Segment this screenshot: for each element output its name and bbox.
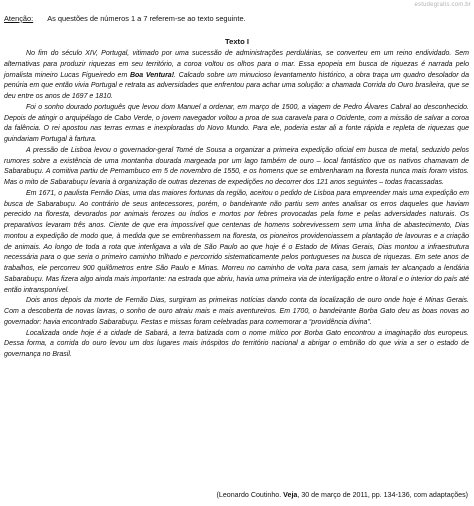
watermark: estudegratis.com.br xyxy=(414,2,471,8)
attention-text: As questões de números 1 a 7 referem-se ao texto seguinte. xyxy=(47,14,246,23)
paragraph-5: Dois anos depois da morte de Fernão Dias, surgiram as primeiras notícias dando conta da localização de ouro onde hoje é Minas Gerais. Com a descoberta de novas lavras, o sonho de ouro atraiu mais e mais aventureiros. Em 1700, o bandeirante Borba Gato deu as boas novas ao governador: havia encontrado Sabarabuçu. Festas e missas foram celebradas para comemorar a “providência divina”. xyxy=(4,297,469,326)
attention-label: Atenção: xyxy=(4,14,34,23)
source-citation: (Leonardo Coutinho. Veja, 30 de março de 2011, pp. 134-136, com adaptações) xyxy=(216,491,468,499)
paragraph-2: Foi o sonho dourado português que levou dom Manuel a ordenar, em março de 1500, a viagem de Pedro Álvares Cabral ao desconhecido. Depois de atingir o arquipélago de Cabo Verde, o jovem navegador voltou a proa de sua caravela para o Ocidente, com a missão de salvar a coroa da falência. O rei apostou nas terras ermas e inexploradas do Novo Mundo. Para ele, poderia estar ali a fonte rápida e repleta de riquezas que guindariam Portugal à fartura. xyxy=(4,103,469,143)
paragraph-6: Localizada onde hoje é a cidade de Sabará, a terra batizada com o nome mítico por Borba Gato encontrou a imaginação dos europeus. Dessa forma, a corrida do ouro levou um dos lugares mais inóspitos do território nacional a abrigar o embrião do que viria a ser o estado de governança no Brasil. xyxy=(4,329,469,358)
text-title: Texto I xyxy=(225,37,249,46)
paragraph-4: Em 1671, o paulista Fernão Dias, uma das maiores fortunas da região, aceitou o pedido de Lisboa para empreender mais uma expedição em busca de Sabarabuçu. Ao contrário de seus antecessores, porém, o bandeirante não partiu sem antes analisar os erros daqueles que haviam perecido na floresta, devorados por animais ferozes ou índios e mortos por febres provocadas pela fome e pelas adversidades naturais. Os preparativos levaram três anos. Ciente de que era impossível que centenas de homens sobrevivessem sem uma linha de abastecimento, Dias montou a expedição de modo que, à medida que se embrenhassem na floresta, os pioneiros providenciassem a plantação de lavouras e a criação de animais. Ao longo de toda a rota que interligava a vila de São Paulo ao que hoje é o Estado de Minas Gerais, Dias montou a infraestrutura necessária para o que seria o primeiro caminho trilhado e percorrido sistematicamente pelos portugueses na busca de riquezas. Em sete anos de trabalhos, ele percorreu 900 quilômetros entre São Paulo e Minas. Morreu no caminho de volta para casa, sem jamais ter alcançado a lendária Sabarabuçu. Mas fizera algo ainda mais importante: na estrada que abriu, havia uma primeira via de interligação entre o litoral e o interior do país até então intransponível. xyxy=(4,189,469,294)
magazine-name: Veja xyxy=(283,491,298,499)
paragraph-3: A pressão de Lisboa levou o governador-geral Tomé de Sousa a organizar a primeira expedição oficial em busca de metal, seduzido pelos rumores sobre a existência de uma montanha dourada margeada por um lago também de ouro – local fantástico que os nativos chamavam de Sabarabuçu. A comitiva partiu de Pernambuco em 5 de novembro de 1550, e os homens que se embrenharam na floresta nunca mais foram vistos. Mas o mito de Sabarabuçu levaria à organização de outras dezenas de expedições no decorrer dos 121 anos seguintes – todas fracassadas. xyxy=(4,146,469,186)
article-body xyxy=(4,49,469,361)
book-title: Boa Ventura! xyxy=(129,71,175,79)
attention-notice xyxy=(4,14,246,23)
paragraph-1: No fim do século XIV, Portugal, vitimado por uma sucessão de administrações perdulárias, se converteu em um reino endividado. Sem alternativas para produzir riquezas em seu território, a coroa voltou os olhos para o mar. Essa epopeia em busca de riquezas é narrada pelo jornalista mineiro Lucas Figueiredo em Boa Ventura!. Calcado sobre um minucioso levantamento histórico, a obra traça um quadro desolador da penúria em que então vivia Portugal e retrata as adversidades que enfrentou para achar uma solução: a chamada Corrida do Ouro brasileira, que se deu entre os anos de 1697 e 1810. xyxy=(4,50,469,100)
